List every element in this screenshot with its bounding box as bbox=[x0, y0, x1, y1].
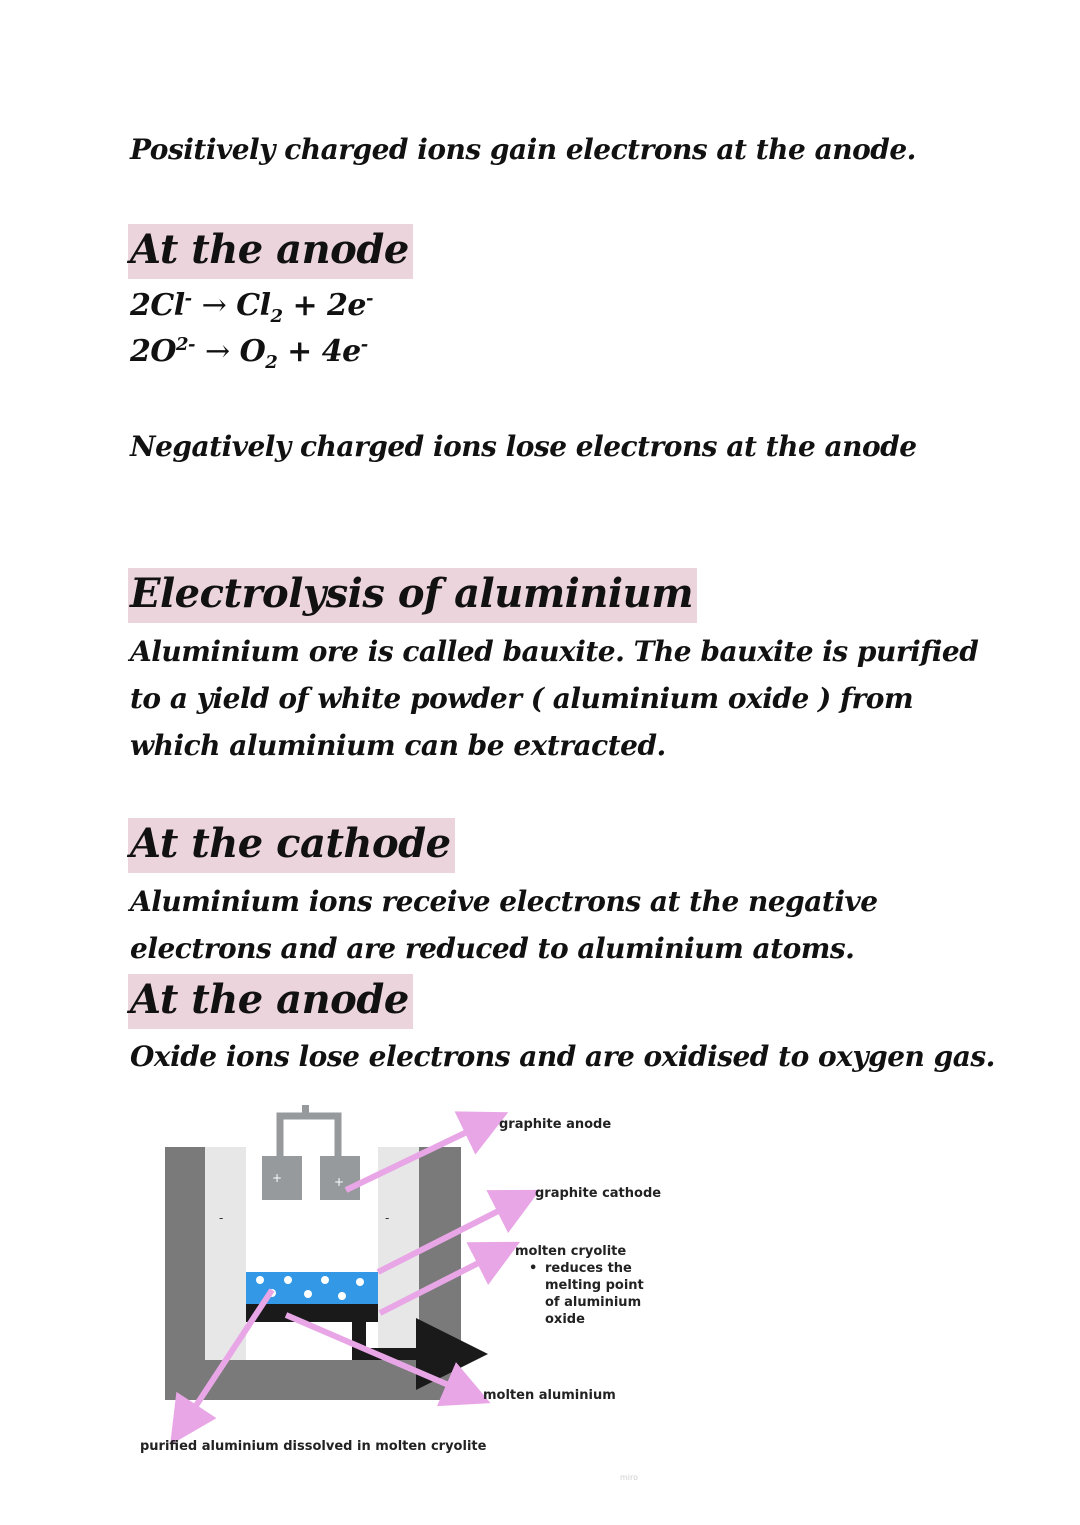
equation-oxygen bbox=[130, 334, 368, 373]
molten-aluminium-layer bbox=[246, 1304, 378, 1322]
cathode-minus-right: - bbox=[385, 1211, 390, 1225]
cathode-body: Aluminium ions receive electrons at the negative electrons and are reduced to aluminium atoms. bbox=[130, 885, 878, 965]
eq2-rhs-sub: 2 bbox=[265, 352, 278, 373]
cathode-minus-left: - bbox=[219, 1211, 224, 1225]
label-graphite-cathode: graphite cathode bbox=[535, 1186, 662, 1201]
electrolysis-diagram bbox=[130, 1100, 690, 1470]
bullet-point: • bbox=[529, 1261, 538, 1276]
heading-electrolysis: Electrolysis of aluminium bbox=[128, 568, 697, 623]
bubble bbox=[256, 1276, 264, 1284]
intro-text: Positively charged ions gain electrons at the anode. bbox=[130, 133, 916, 166]
heading-anode-1: At the anode bbox=[128, 224, 413, 279]
label-cryolite-note-3: of aluminium bbox=[545, 1295, 642, 1310]
label-purified-aluminium: purified aluminium dissolved in molten cryolite bbox=[140, 1439, 487, 1454]
eq1-rhs: Cl bbox=[236, 288, 271, 323]
eq1-arrow: → bbox=[201, 288, 227, 323]
anode2-body: Oxide ions lose electrons and are oxidised to oxygen gas. bbox=[130, 1040, 995, 1073]
bubble bbox=[284, 1276, 292, 1284]
eq2-electron-charge: - bbox=[360, 334, 368, 355]
label-molten-aluminium: molten aluminium bbox=[483, 1388, 616, 1403]
bubble bbox=[338, 1292, 346, 1300]
label-cryolite-note-2: melting point bbox=[545, 1278, 644, 1293]
electrolysis-body: Aluminium ore is called bauxite. The bauxite is purified to a yield of white powder ( aluminium oxide ) from which aluminium can be extracted. bbox=[130, 635, 979, 762]
bubble bbox=[321, 1276, 329, 1284]
eq1-electrons: + 2e bbox=[282, 288, 366, 323]
bubble bbox=[356, 1278, 364, 1286]
heading-cathode: At the cathode bbox=[128, 818, 455, 873]
anode-plus-left: + bbox=[272, 1171, 283, 1185]
eq1-electron-charge: - bbox=[366, 288, 373, 309]
eq1-lhs-charge: - bbox=[184, 288, 192, 309]
eq2-electrons: + 4e bbox=[277, 334, 361, 369]
watermark: miro bbox=[620, 1473, 639, 1482]
heading-anode-2: At the anode bbox=[128, 974, 413, 1029]
eq1-rhs-sub: 2 bbox=[270, 306, 283, 327]
eq2-lhs-charge: 2- bbox=[176, 334, 196, 355]
eq1-lhs: 2Cl bbox=[130, 288, 185, 323]
label-molten-cryolite: molten cryolite bbox=[515, 1244, 627, 1259]
equation-chlorine bbox=[130, 288, 373, 327]
anode-plus-right: + bbox=[334, 1175, 345, 1189]
bubble bbox=[304, 1290, 312, 1298]
anode-note: Negatively charged ions lose electrons at the anode bbox=[130, 430, 917, 463]
eq2-rhs: O bbox=[239, 334, 266, 369]
eq2-arrow: → bbox=[204, 334, 230, 369]
eq2-lhs: 2O bbox=[130, 334, 177, 369]
label-cryolite-note-1: reduces the bbox=[545, 1261, 632, 1276]
label-graphite-anode: graphite anode bbox=[499, 1117, 612, 1132]
label-cryolite-note-4: oxide bbox=[545, 1312, 585, 1327]
